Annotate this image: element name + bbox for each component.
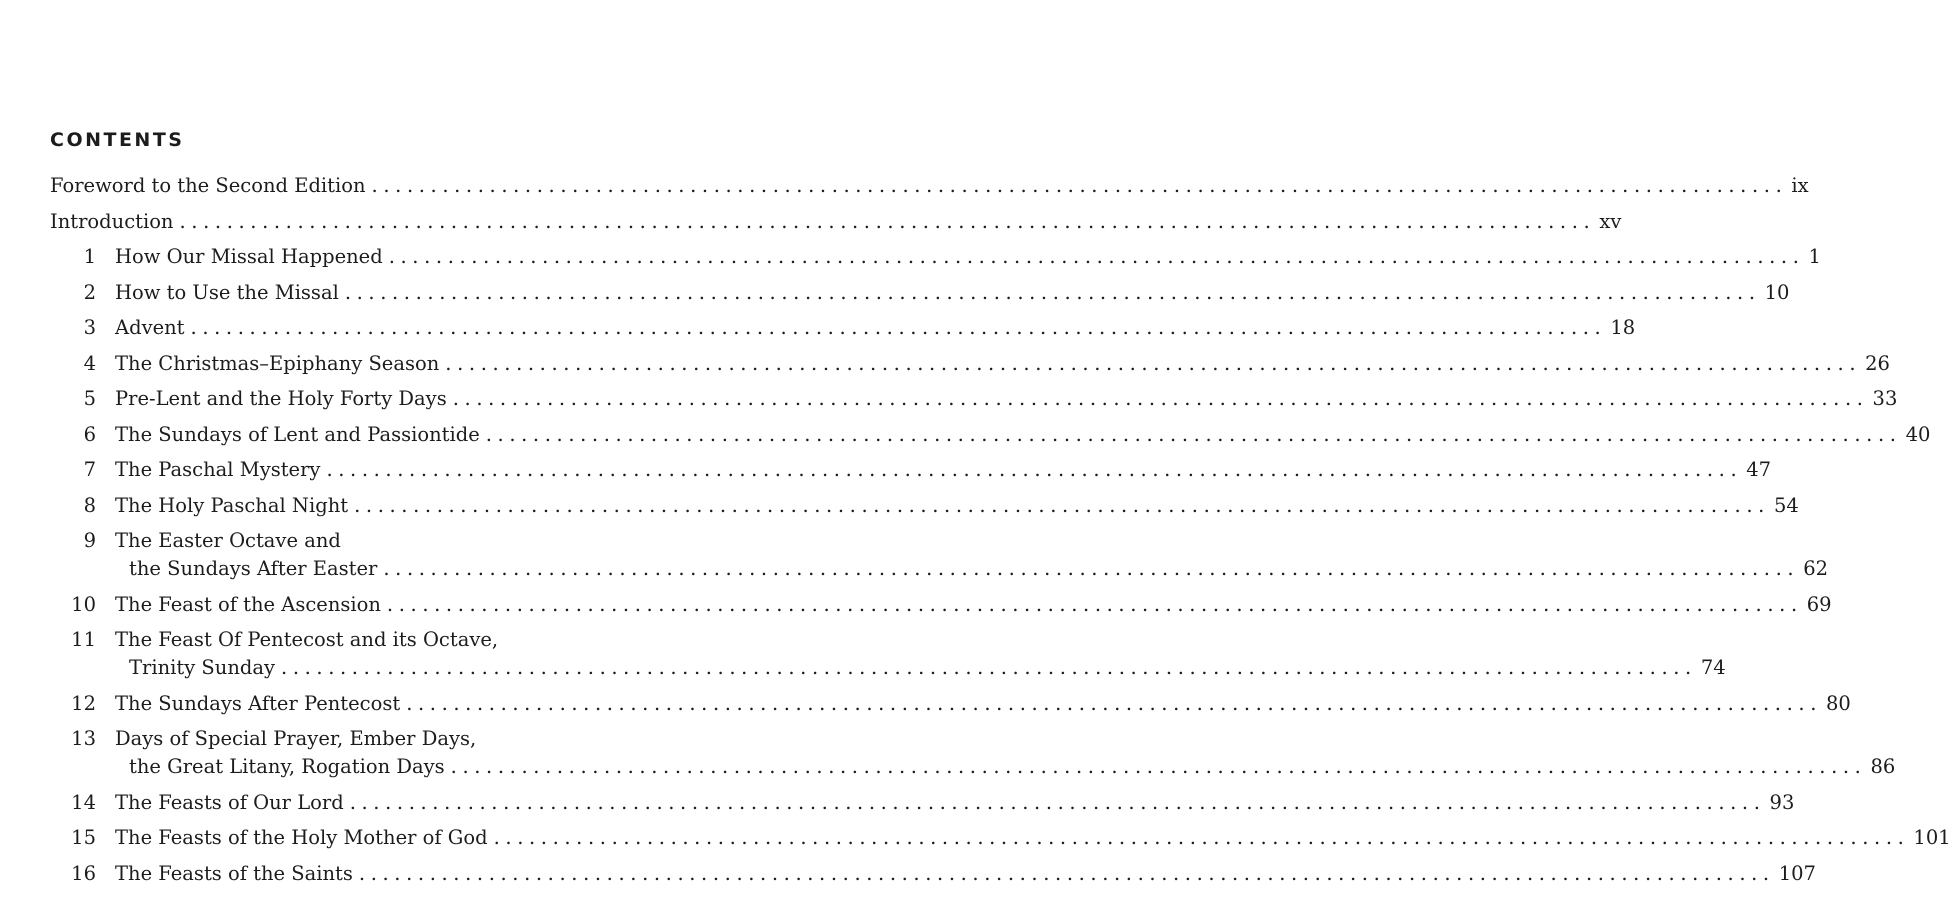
entry-title: Trinity Sunday: [129, 654, 281, 682]
toc-entry-chapter[interactable]: [0, 279, 1790, 307]
dot-leader: ........................................................................................................................: [344, 280, 1761, 304]
chapter-number: 1: [83, 245, 96, 268]
toc-line: [50, 208, 1622, 236]
toc-line: [50, 172, 1809, 200]
toc-line: [115, 350, 1890, 378]
page-number: 18: [1610, 316, 1636, 339]
chapter-number: 2: [83, 280, 96, 304]
toc-entry-chapter[interactable]: [0, 456, 1772, 484]
entry-title: The Holy Paschal Night: [115, 492, 354, 520]
entry-title: The Easter Octave and: [115, 527, 347, 555]
toc-line: [115, 824, 1951, 852]
chapter-number: 16: [71, 861, 96, 885]
dot-leader: ........................................................................................................................: [386, 592, 1803, 616]
entry-title: How Our Missal Happened: [115, 243, 389, 271]
entry-title: the Sundays After Easter: [129, 555, 383, 583]
entry-title: The Feast Of Pentecost and its Octave,: [115, 626, 504, 654]
dot-leader: ........................................................................................................................: [326, 458, 1743, 481]
entry-title: The Feast of the Ascension: [115, 591, 387, 619]
toc-entry-front-matter[interactable]: [0, 172, 1809, 200]
toc-line: [115, 690, 1851, 718]
page-number: 33: [1872, 387, 1898, 410]
toc-entry-front-matter[interactable]: [0, 208, 1622, 236]
dot-leader: ........................................................................................................................: [485, 422, 1902, 446]
page-number: 101: [1913, 826, 1951, 849]
dot-leader: ........................................................................................................................: [371, 174, 1788, 197]
page-number: 93: [1769, 790, 1795, 814]
toc-entry-chapter[interactable]: [0, 350, 1890, 378]
chapter-number: 6: [83, 422, 96, 446]
toc-line: [115, 421, 1931, 449]
chapter-number: 4: [83, 351, 96, 375]
entry-title: The Sundays After Pentecost: [115, 690, 406, 718]
entry-title: How to Use the Missal: [115, 279, 345, 307]
toc-entry-chapter[interactable]: [0, 591, 1832, 619]
contents-heading: CONTENTS: [50, 129, 185, 151]
chapter-number: 11: [71, 628, 96, 651]
toc-line: [115, 626, 551, 654]
toc-entry-chapter[interactable]: [0, 860, 1816, 888]
toc-line: [115, 243, 1821, 271]
entry-title: Days of Special Prayer, Ember Days,: [115, 725, 482, 753]
dot-leader: ........................................................................................................................: [493, 826, 1910, 849]
page-number: xv: [1599, 209, 1622, 233]
chapter-number: 5: [83, 387, 96, 410]
toc-entry-chapter[interactable]: [0, 421, 1931, 449]
dot-leader: ........................................................................................................................: [450, 755, 1867, 778]
page-number: 62: [1803, 557, 1829, 580]
page-number: 107: [1778, 861, 1816, 885]
page-number: 1: [1808, 245, 1821, 268]
toc-entry-chapter[interactable]: [0, 690, 1851, 718]
toc-entry-chapter[interactable]: [0, 626, 1726, 682]
toc-line: [115, 492, 1799, 520]
toc-line: [115, 725, 551, 753]
entry-title: The Feasts of the Holy Mother of God: [115, 824, 494, 852]
chapter-number: 9: [83, 529, 96, 552]
toc-line: [115, 279, 1790, 307]
toc-entry-chapter[interactable]: [0, 725, 1896, 781]
page-number: 80: [1826, 691, 1851, 715]
toc-line: [115, 527, 551, 555]
toc-line: [115, 314, 1636, 342]
toc-line: [129, 555, 1829, 583]
chapter-number: 7: [83, 458, 96, 481]
toc-line: [129, 654, 1726, 682]
toc-entry-chapter[interactable]: [0, 824, 1951, 852]
toc-line: [115, 591, 1832, 619]
dot-leader: ........................................................................................................................: [281, 656, 1697, 679]
dot-leader: ........................................................................................................................: [354, 493, 1770, 517]
toc-entry-chapter[interactable]: [0, 527, 1829, 583]
chapter-number: 3: [83, 316, 96, 339]
page-number: 40: [1905, 422, 1931, 446]
toc-line: [115, 456, 1772, 484]
page-number: 74: [1700, 656, 1726, 679]
entry-title: Introduction: [50, 208, 180, 236]
chapter-number: 13: [71, 727, 96, 750]
page-number: 47: [1746, 458, 1772, 481]
toc-line: [115, 860, 1816, 888]
dot-leader: ........................................................................................................................: [388, 245, 1805, 268]
entry-title: the Great Litany, Rogation Days: [129, 753, 451, 781]
entry-title: The Paschal Mystery: [115, 456, 326, 484]
chapter-number: 14: [71, 790, 96, 814]
dot-leader: ........................................................................................................................: [349, 790, 1766, 814]
dot-leader: ........................................................................................................................: [358, 861, 1775, 885]
dot-leader: ........................................................................................................................: [406, 691, 1823, 715]
entry-title: Foreword to the Second Edition: [50, 172, 372, 200]
dot-leader: ........................................................................................................................: [383, 557, 1800, 580]
toc-line: [115, 789, 1795, 817]
dot-leader: ........................................................................................................................: [190, 316, 1607, 339]
toc-entry-chapter[interactable]: [0, 243, 1821, 271]
entry-title: The Feasts of Our Lord: [115, 789, 350, 817]
chapter-number: 15: [71, 826, 96, 849]
entry-title: Pre-Lent and the Holy Forty Days: [115, 385, 453, 413]
page-number: 10: [1764, 280, 1790, 304]
toc-entry-chapter[interactable]: [0, 385, 1898, 413]
dot-leader: ........................................................................................................................: [445, 351, 1862, 375]
entry-title: Advent: [115, 314, 191, 342]
dot-leader: ........................................................................................................................: [179, 209, 1596, 233]
entry-title: The Feasts of the Saints: [115, 860, 359, 888]
chapter-number: 8: [83, 493, 96, 517]
toc-line: [115, 385, 1898, 413]
entry-title: The Christmas–Epiphany Season: [115, 350, 445, 378]
toc-entry-chapter[interactable]: [0, 314, 1636, 342]
page-number: 54: [1773, 493, 1799, 517]
toc-entry-chapter[interactable]: [0, 789, 1795, 817]
page-number: ix: [1791, 174, 1809, 197]
entry-title: The Sundays of Lent and Passiontide: [115, 421, 486, 449]
chapter-number: 10: [71, 592, 96, 616]
dot-leader: ........................................................................................................................: [452, 387, 1869, 410]
chapter-number: 12: [71, 691, 96, 715]
toc-entry-chapter[interactable]: [0, 492, 1799, 520]
toc-line: [129, 753, 1896, 781]
page-number: 26: [1865, 351, 1890, 375]
page-number: 86: [1870, 755, 1896, 778]
page-number: 69: [1806, 592, 1832, 616]
